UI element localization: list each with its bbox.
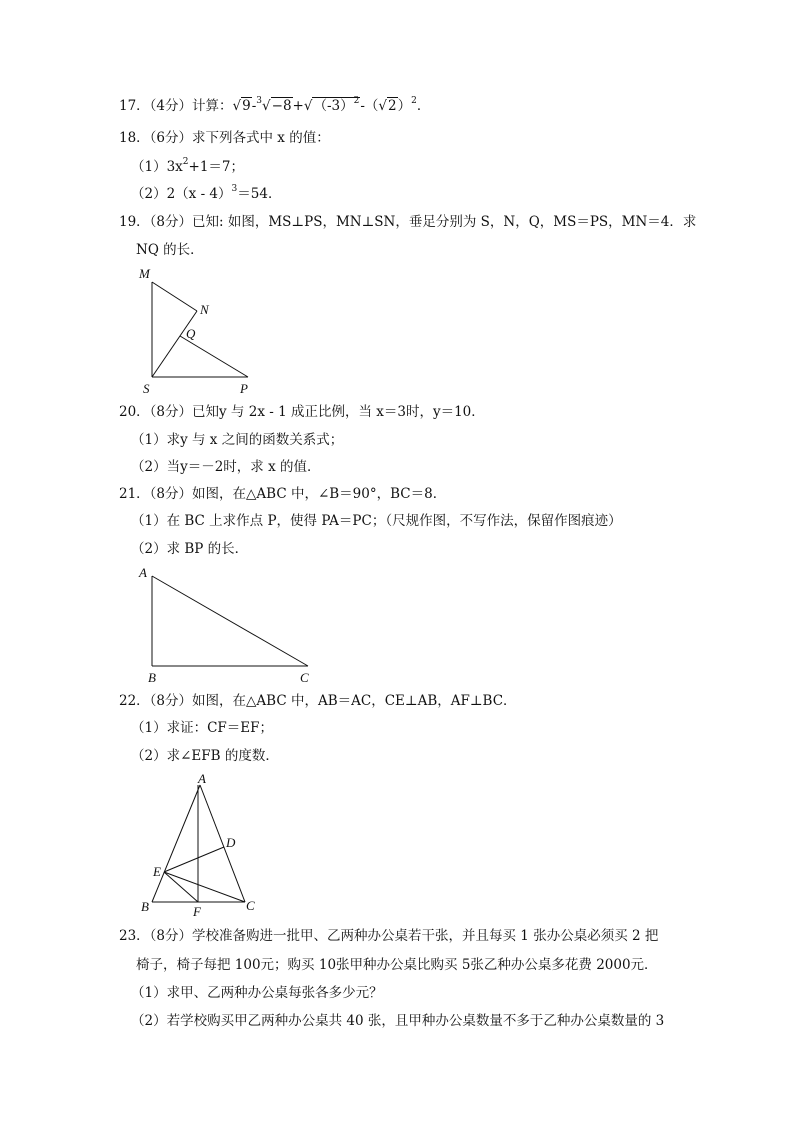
q17-exp-2: 2	[411, 96, 417, 106]
label-s: S	[143, 381, 150, 396]
question-22-part-2: （2）求∠EFB 的度数．	[131, 748, 279, 764]
q18-p1-text: （1）3x	[131, 159, 183, 175]
q18-p1-exp: 2	[182, 157, 189, 167]
segment-ab	[152, 785, 200, 902]
q17-radicand-2: −8	[271, 98, 292, 114]
question-23-line-2: 椅子，椅子每把 100元；购买 10张甲种办公桌比购买 5张乙种办公桌多花费 2000元．	[136, 957, 658, 973]
sqrt-sign-2: √	[303, 98, 313, 114]
q17-lparen: （	[364, 98, 379, 114]
segment-ac	[152, 576, 308, 666]
segment-ec	[164, 872, 245, 902]
q21-figure	[130, 560, 320, 690]
q17-plus: +	[292, 98, 304, 114]
segment-mn	[152, 282, 197, 311]
question-21-part-1: （1）在 BC 上求作点 P，使得 PA＝PC；（尺规作图，不写作法，保留作图痕迹）	[131, 513, 622, 529]
q18-p1-rest: +1＝7；	[188, 159, 245, 175]
q18-p2-text: （2）2（x - 4）	[131, 186, 232, 202]
q18-p2-rest: ＝54．	[237, 186, 282, 202]
question-18-title: 18．（6分）求下列各式中 x 的值：	[119, 130, 330, 146]
q17-label: 17．（4分）计算：	[119, 98, 233, 114]
label-a: A	[139, 565, 147, 580]
q17-radicand-1: 9	[242, 98, 251, 114]
label-n: N	[200, 302, 209, 317]
q17-radicand-3	[312, 97, 360, 114]
q18-p2-exp: 3	[231, 184, 238, 194]
label-d: D	[226, 835, 236, 850]
label-c: C	[300, 670, 309, 685]
label-f: F	[193, 904, 201, 919]
question-19-line-1: 19．（8分）已知: 如图，MS⊥PS，MN⊥SN，垂足分别为 S，N，Q，MS＝PS，MN＝4．求	[119, 214, 697, 230]
question-20-part-1: （1）求y 与 x 之间的函数关系式；	[131, 432, 344, 448]
q17-radicand-3-text: （-3）	[313, 98, 354, 114]
question-21-line-1: 21．（8分）如图，在△ABC 中，∠B＝90°，BC＝8．	[119, 486, 447, 502]
label-q: Q	[186, 326, 196, 341]
cbrt-sign: √	[262, 98, 271, 114]
sqrt-sign-3: √	[378, 98, 388, 114]
question-20-line-1: 20．（8分）已知y 与 2x - 1 成正比例，当 x＝3时，y＝10．	[119, 404, 485, 420]
question-22-line-1: 22．（8分）如图，在△ABC 中，AB＝AC，CE⊥AB，AF⊥BC．	[119, 693, 517, 709]
segment-qp	[180, 336, 248, 377]
q19-figure	[130, 262, 260, 397]
q17-root-index: 3	[256, 96, 263, 106]
label-b: B	[141, 899, 149, 914]
question-18-part-1	[131, 157, 244, 177]
label-b: B	[148, 670, 156, 685]
q17-end: ．	[416, 98, 431, 114]
q17-minus-1: -	[251, 98, 257, 114]
question-20-part-2: （2）当y＝－2时，求 x 的值．	[131, 459, 321, 475]
question-19-line-2: NQ 的长．	[136, 242, 204, 258]
question-23-line-1: 23．（8分）学校准备购进一批甲、乙两种办公桌若干张，并且每买 1 张办公桌必须买 2 把	[119, 928, 659, 944]
q17-rparen: ）	[397, 98, 412, 114]
question-18-part-2	[131, 184, 281, 204]
q17-radicand-4: 2	[388, 98, 397, 114]
q17-exp-1: 2	[353, 96, 360, 106]
label-e: E	[153, 864, 161, 879]
segment-sn	[152, 311, 197, 377]
question-17	[119, 96, 430, 116]
sqrt-sign: √	[232, 98, 242, 114]
question-23-part-2: （2）若学校购买甲乙两种办公桌共 40 张，且甲种办公桌数量不多于乙种办公桌数量的 3	[131, 1013, 665, 1029]
label-c: C	[246, 898, 255, 913]
question-23-part-1: （1）求甲、乙两种办公桌每张各多少元？	[131, 985, 383, 1001]
label-a: A	[198, 772, 206, 786]
q22-figure	[135, 772, 265, 920]
label-m: M	[139, 266, 150, 281]
question-22-part-1: （1）求证：CF＝EF；	[131, 720, 274, 736]
question-21-part-2: （2）求 BP 的长．	[131, 541, 249, 557]
segment-ef	[164, 872, 198, 902]
segment-ac	[200, 785, 245, 902]
q17-minus-2: -	[360, 98, 365, 114]
label-p: P	[240, 381, 248, 396]
